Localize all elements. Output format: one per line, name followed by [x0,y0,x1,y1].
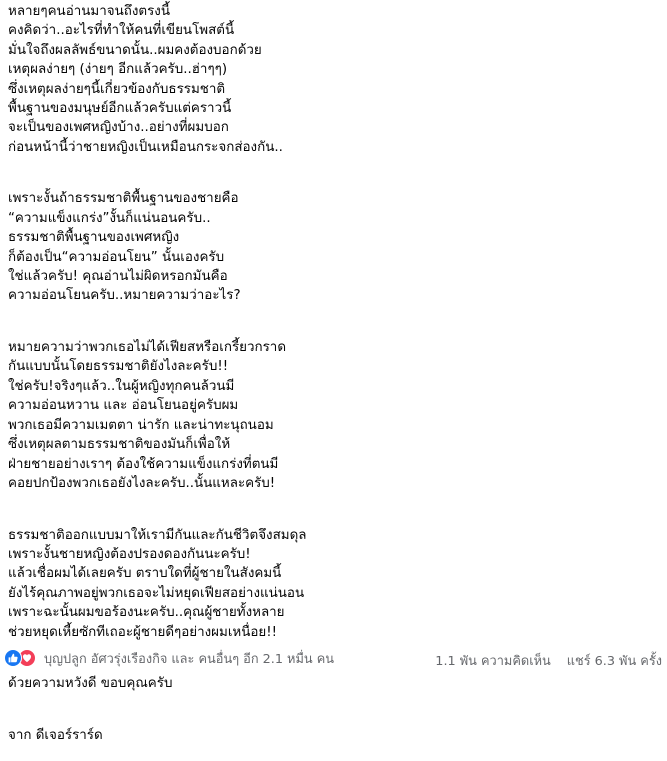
post-line: ความอ่อนโยนครับ..หมายความว่าอะไร? [8,288,241,304]
post-line: ธรรมชาติพื้นฐานของเพศหญิง [8,230,180,246]
post-line: แล้วเชื่อผมได้เลยครับ ตราบใดที่ผู้ชายในสังคมนี้ [8,566,282,582]
post-line: ด้วยความหวังดี ขอบคุณครับ [8,676,173,692]
post-line: มั่นใจถึงผลลัพธ์ขนาดนั้น..ผมคงต้องบอกด้วย [8,42,262,58]
post-line: ความอ่อนหวาน และ อ่อนโยนอยู่ครับผม [8,398,239,414]
comments-count[interactable]: 1.1 พัน ความคิดเห็น [435,654,551,669]
post-line: ฝ่ายชายอย่างเราๆ ต้องใช้ความแข็งแกร่งที่ตนมี [8,456,279,472]
post-line: ซึ่งเหตุผลตามธรรมชาติของมันก็เพื่อให้ [8,437,231,453]
paragraph-gap [8,173,663,189]
post-line: เพราะงั้นชายหญิงต้องปรองดองกันนะครับ! [8,546,251,562]
post-line: คอยปกป้องพวกเธอยังไงละครับ..นั้นแหละครับ! [8,475,276,491]
post-signature: จาก ดีเจอร์ราร์ด [8,727,103,743]
thumbs-up-glyph [8,653,18,663]
post-line: ซึ่งเหตุผลง่ายๆนี้เกี่ยวข้องกับธรรมชาติ [8,81,226,97]
post-line: เหตุผลง่ายๆ (ง่ายๆ อีกแล้วครับ..ฮ่าๆๆ) [8,62,228,78]
post-line: ใช่ครับ!จริงๆแล้ว..ในผู้หญิงทุกคนล้วนมี [8,378,235,394]
post-line: ก็ต้องเป็น“ความอ่อนโยน” นั้นเองครับ [8,249,225,265]
post-line: หลายๆคนอ่านมาจนถึงตรงนี้ [8,4,170,19]
post-footer [0,642,667,668]
shares-count[interactable]: แชร์ 6.3 พัน ครั้ง [566,654,662,669]
post-line: ช่วยหยุดเหี้ยซักทีเถอะผู้ชายดีๆอย่างผมเหนื่อย!! [8,624,278,640]
post-line: “ความแข็งแกร่ง”งั้นก็แน่นอนครับ.. [8,210,211,226]
post-line: ธรรมชาติออกแบบมาให้เรามีกันและกันชีวิตจึงสมดุล [8,527,307,543]
reactions-summary[interactable] [4,648,334,668]
post-line: จะเป็นของเพศหญิงบ้าง..อย่างที่ผมบอก [8,120,229,136]
paragraph-gap [8,710,663,726]
post-line: คงคิดว่า..อะไรที่ทำให้คนที่เขียนโพสต์นี้ [8,23,235,39]
post-line: กันแบบนั้นโดยธรรมชาติยังไงละครับ!! [8,359,229,375]
heart-glyph [22,653,32,663]
post-line: เพราะฉะนั้นผมขอร้องนะครับ..คุณผู้ชายทั้งหลาย [8,605,285,621]
post-line: ยังไร้คุณภาพอยู่พวกเธอจะไม่หยุดเฟียสอย่างแน่นอน [8,585,305,601]
post-line: พื้นฐานของมนุษย์อีกแล้วครับแต่คราวนี้ [8,101,232,117]
reaction-names[interactable]: บุญปลูก อัศวรุ่งเรืองกิจ และ คนอื่นๆ อีก 2.1 หมื่น คน [44,651,335,667]
post-line: หมายความว่าพวกเธอไม่ได้เฟียสหรือเกรี้ยวกราด [8,340,287,356]
like-icon [4,649,22,667]
paragraph-gap [8,509,663,525]
post-line: ใช่แล้วครับ! คุณอ่านไม่ผิดหรอกมันคือ [8,269,228,285]
post-line: พวกเธอมีความเมตตา น่ารัก และน่าทะนุถนอม [8,417,274,433]
post-line: เพราะงั้นถ้าธรรมชาติพื้นฐานของชายคือ [8,191,239,207]
paragraph-gap [8,322,663,338]
post-line: ก่อนหน้านี้ว่าชายหญิงเป็นเหมือนกระจกส่องกัน.. [8,139,283,155]
